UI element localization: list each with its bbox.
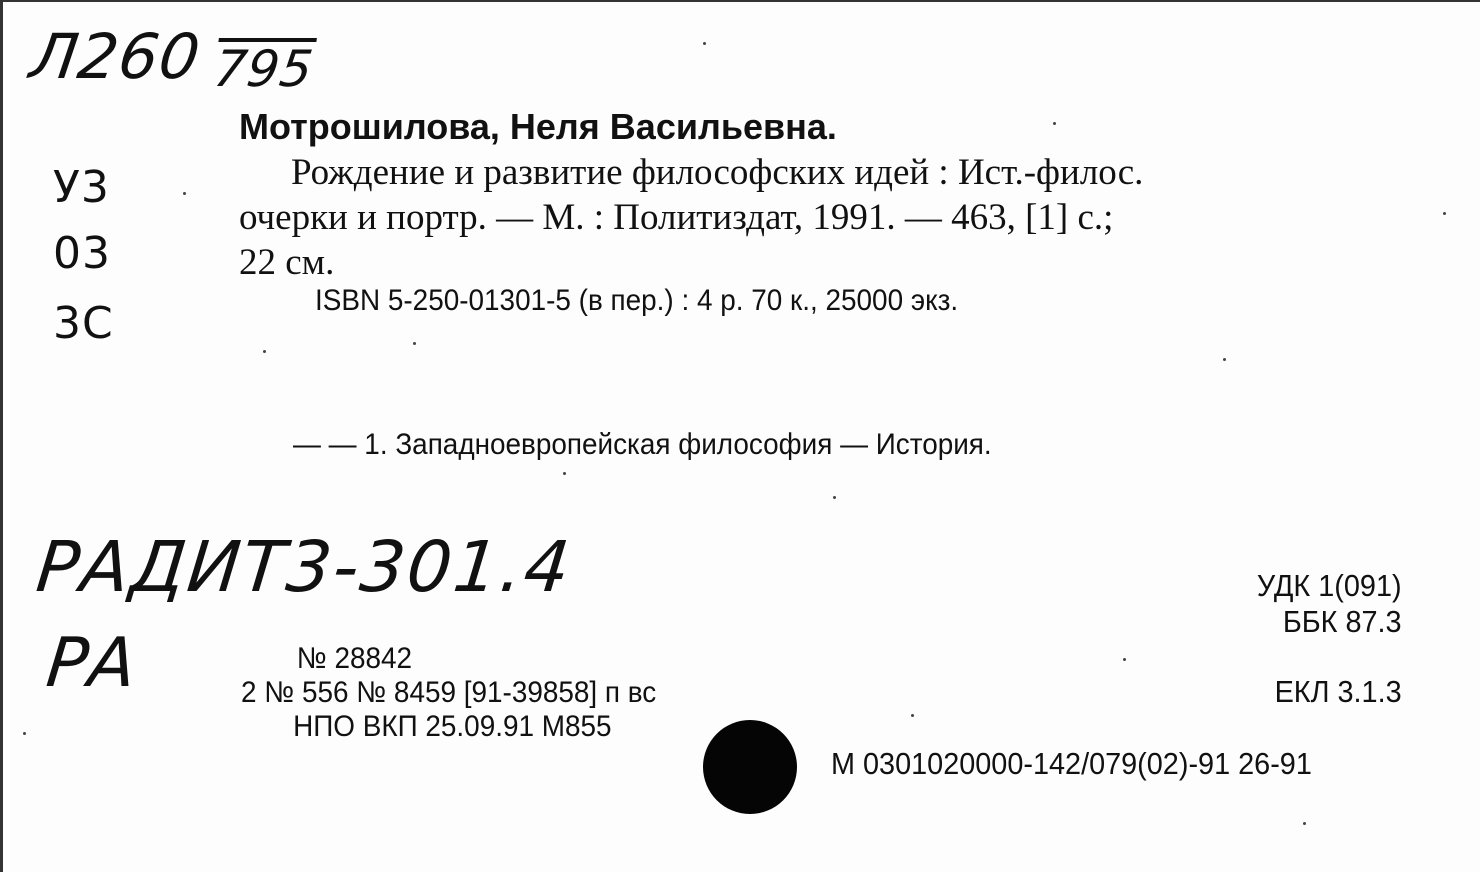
handwritten-stamp-suffix: РА <box>42 624 141 703</box>
speck <box>1443 212 1446 215</box>
subject-tracing: — — 1. Западноевропейская философия — История. <box>293 428 992 461</box>
print-info-line: № 28842 <box>296 642 413 675</box>
publisher-code: М 0301020000-142/079(02)-91 26-91 <box>831 746 1312 781</box>
udk-code: УДК 1(091) <box>1257 568 1402 603</box>
isbn-line: ISBN 5-250-01301-5 (в пер.) : 4 р. 70 к., 25000 экз. <box>315 284 959 317</box>
speck <box>833 496 836 499</box>
handwritten-call-number-sub: 795 <box>210 40 318 98</box>
title-line: очерки и портр. — М. : Политиздат, 1991. — 463, [1] с.; <box>239 197 1114 238</box>
ekl-code: ЕКЛ 3.1.3 <box>1274 674 1402 709</box>
handwritten-location-code: 03 <box>53 228 111 279</box>
handwritten-stamp-code: РАДИТ3-301.4 <box>32 526 576 608</box>
speck <box>1223 358 1226 361</box>
speck <box>703 42 706 45</box>
title-description <box>239 150 1405 285</box>
title-line: 22 см. <box>239 242 335 283</box>
speck <box>1303 822 1306 825</box>
handwritten-location-code: У3 <box>53 162 110 213</box>
handwritten-call-number: Л260 <box>25 20 206 93</box>
print-info <box>241 642 656 744</box>
title-line: Рождение и развитие философских идей : Ист.-филос. <box>291 152 1144 193</box>
author-heading: Мотрошилова, Неля Васильевна. <box>239 106 837 147</box>
card-punch-hole <box>703 720 797 814</box>
speck <box>563 472 566 475</box>
speck <box>263 350 266 353</box>
print-info-line: НПО ВКП 25.09.91 М855 <box>293 710 612 743</box>
speck <box>1053 122 1056 125</box>
handwritten-location-code: 3С <box>53 298 114 349</box>
bbk-code: ББК 87.3 <box>1283 604 1402 639</box>
speck <box>413 342 416 345</box>
speck <box>911 714 914 717</box>
print-info-line: 2 № 556 № 8459 [91-39858] п вс <box>241 676 657 709</box>
speck <box>23 732 26 735</box>
speck <box>1123 658 1126 661</box>
classification-block <box>1257 568 1402 640</box>
speck <box>183 192 186 195</box>
